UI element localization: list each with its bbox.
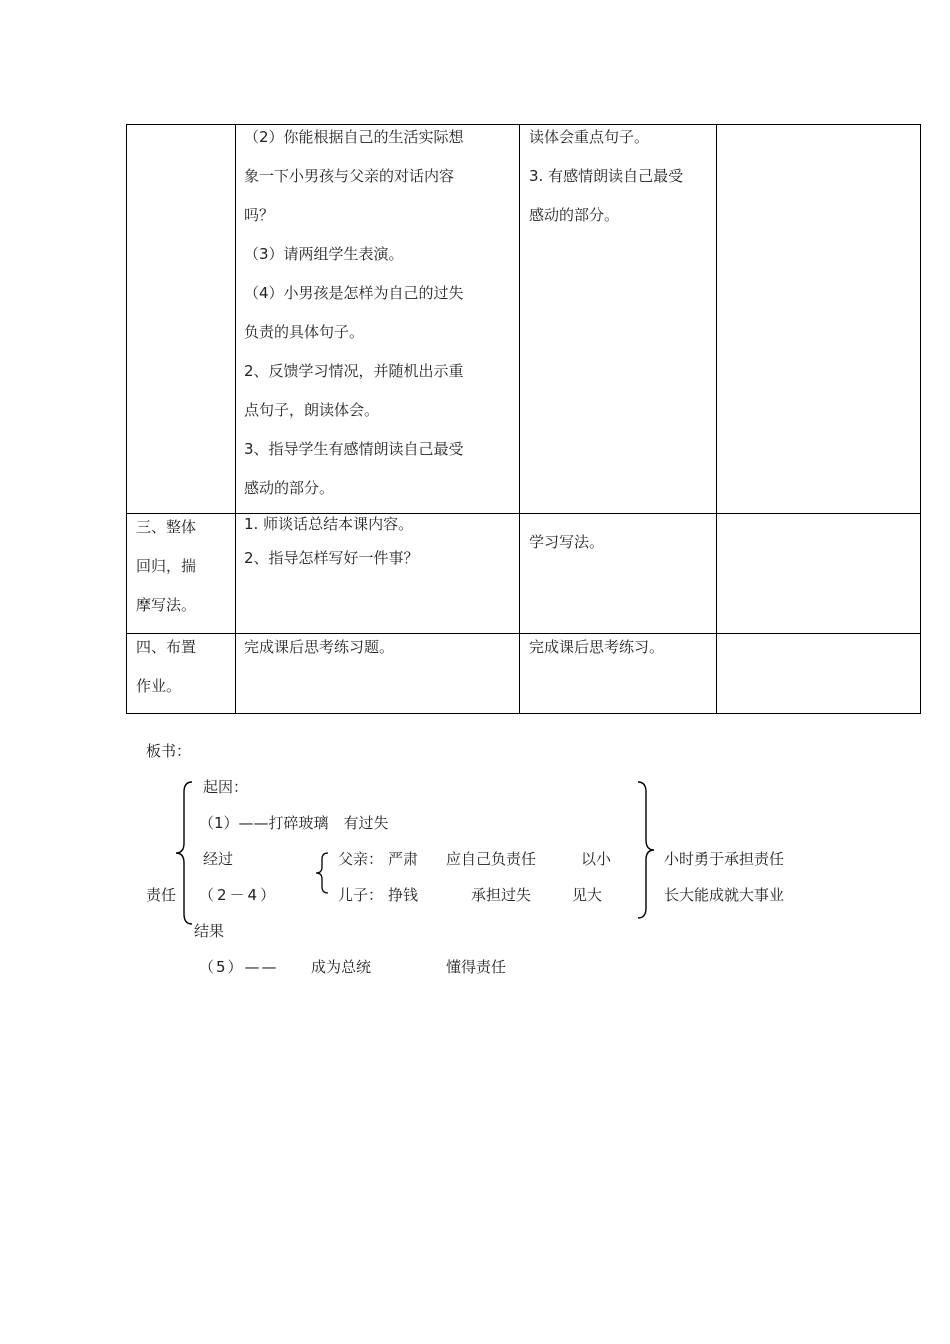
board-father-label: 父亲： — [338, 850, 384, 868]
stage-line: 作业。 — [136, 677, 182, 695]
teacher-line: 吗？ — [244, 206, 275, 224]
board-cause: 起因： — [203, 778, 249, 796]
row3-student-cell — [529, 628, 664, 667]
stage-line: 回归，揣 — [136, 557, 197, 575]
row3-teacher-cell — [244, 628, 394, 667]
teacher-line: 完成课后思考练习题。 — [244, 638, 395, 656]
board-son-bear: 承担过失 — [471, 886, 532, 904]
student-line: 读体会重点句子。 — [529, 128, 650, 146]
table-line-right — [920, 124, 921, 714]
board-son-action: 挣钱 — [388, 886, 419, 904]
student-line: 感动的部分。 — [529, 206, 620, 224]
student-line: 完成课后思考练习。 — [529, 638, 665, 656]
teacher-line: 负责的具体句子。 — [244, 323, 365, 341]
board-process: 经过 — [203, 850, 234, 868]
table-line-col3 — [519, 124, 520, 714]
teacher-line: 3、指导学生有感情朗读自己最受 — [244, 440, 464, 458]
board-conclusion-1: 小时勇于承担责任 — [664, 850, 785, 868]
table-line-left — [126, 124, 127, 714]
teacher-line: 2、反馈学习情况，并随机出示重 — [244, 362, 464, 380]
teacher-line: 1. 师谈话总结本课内容。 — [244, 515, 414, 533]
board-son-label: 儿子： — [338, 886, 384, 904]
table-line-col2 — [235, 124, 236, 714]
teacher-line: （3）请两组学生表演。 — [244, 245, 404, 263]
right-brace-icon — [636, 780, 658, 920]
board-main-word: 责任 — [146, 886, 177, 904]
board-result-detail: 成为总统 — [311, 958, 372, 976]
teacher-line: 感动的部分。 — [244, 479, 335, 497]
table-line-bottom — [126, 713, 921, 714]
teacher-line: 点句子，朗读体会。 — [244, 401, 380, 419]
row1-student-cell — [529, 118, 683, 235]
board-process-range: （2－4） — [199, 886, 279, 904]
board-from-small: 以小 — [581, 850, 612, 868]
teacher-line: 2、指导怎样写好一件事？ — [244, 549, 419, 567]
stage-line: 四、布置 — [136, 638, 197, 656]
row2-student-cell — [529, 523, 604, 562]
board-father-trait: 严肃 — [388, 850, 419, 868]
board-father-should: 应自己负责任 — [446, 850, 537, 868]
board-heading: 板书： — [146, 742, 192, 760]
teacher-line: 象一下小男孩与父亲的对话内容 — [244, 167, 455, 185]
board-cause-detail: （1）——打碎玻璃 有过失 — [199, 814, 389, 832]
row3-stage-cell — [136, 628, 196, 706]
row2-teacher-cell — [244, 507, 419, 575]
table-line-col4 — [716, 124, 717, 714]
row2-stage-cell — [136, 508, 196, 625]
board-understand: 懂得责任 — [446, 958, 507, 976]
student-line: 学习写法。 — [529, 533, 605, 551]
board-result: 结果 — [194, 922, 225, 940]
row1-teacher-cell — [244, 118, 464, 508]
stage-line: 三、整体 — [136, 518, 197, 536]
board-result-range: （5）—— — [199, 958, 279, 976]
board-conclusion-2: 长大能成就大事业 — [664, 886, 785, 904]
small-brace-icon — [314, 852, 330, 894]
stage-line: 摩写法。 — [136, 596, 197, 614]
student-line: 3. 有感情朗读自己最受 — [529, 167, 684, 185]
teacher-line: （2）你能根据自己的生活实际想 — [244, 128, 464, 146]
teacher-line: （4）小男孩是怎样为自己的过失 — [244, 284, 464, 302]
board-see-big: 见大 — [572, 886, 603, 904]
